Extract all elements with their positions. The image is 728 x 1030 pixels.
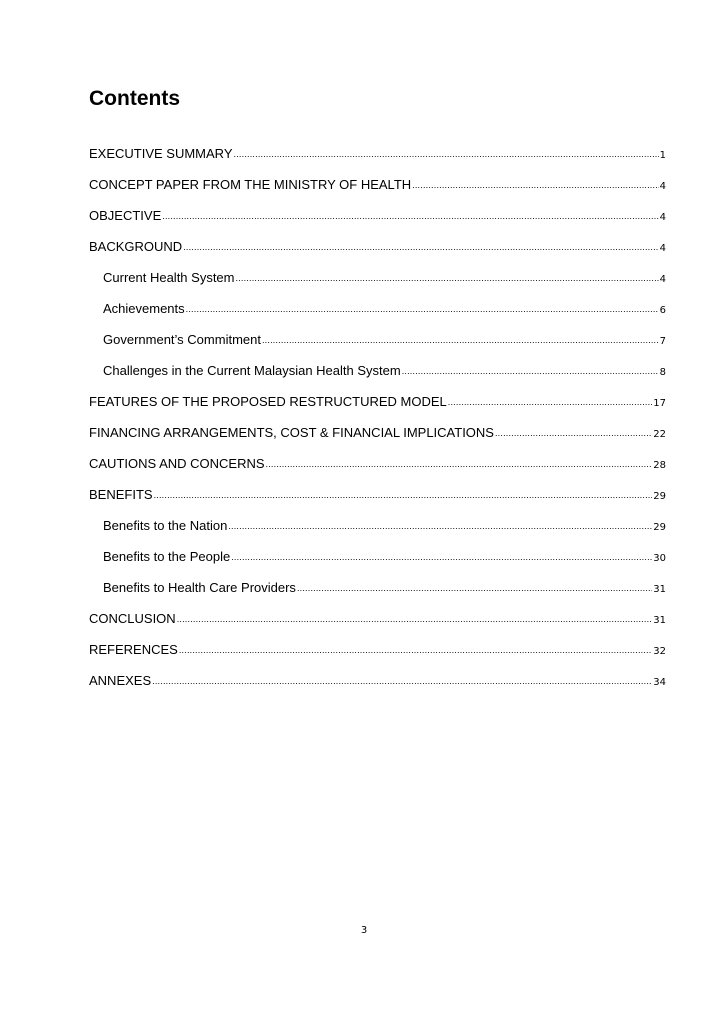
dot-leader xyxy=(262,325,659,356)
dot-leader xyxy=(162,201,658,232)
toc-entry[interactable] xyxy=(89,355,666,386)
dot-leader xyxy=(412,170,658,201)
toc-entry-page-number: 4 xyxy=(659,274,666,285)
toc-entry-page-number: 17 xyxy=(653,398,666,409)
dot-leader xyxy=(152,666,652,697)
toc-entry[interactable] xyxy=(89,417,666,448)
dot-leader xyxy=(234,139,659,170)
dot-leader xyxy=(448,387,652,418)
dot-leader xyxy=(266,449,653,480)
toc-entry-title: Government’s Commitment xyxy=(103,332,261,347)
toc-entry[interactable] xyxy=(89,262,666,293)
toc-entry[interactable] xyxy=(89,169,666,200)
toc-entry-title: BACKGROUND xyxy=(89,239,183,254)
dot-leader xyxy=(186,294,659,325)
toc-entry-title: BENEFITS xyxy=(89,487,153,502)
toc-entry[interactable] xyxy=(89,510,666,541)
toc-entry[interactable] xyxy=(89,572,666,603)
dot-leader xyxy=(183,232,658,263)
toc-entry-page-number: 4 xyxy=(659,243,666,254)
toc-entry-title: Achievements xyxy=(103,301,185,316)
toc-entry[interactable] xyxy=(89,448,666,479)
toc-entry-page-number: 4 xyxy=(659,181,666,192)
toc-entry[interactable] xyxy=(89,324,666,355)
toc-entry-page-number: 29 xyxy=(653,522,666,533)
toc-entry[interactable] xyxy=(89,231,666,262)
toc-entry[interactable] xyxy=(89,634,666,665)
toc-entry-page-number: 28 xyxy=(653,460,666,471)
toc-entry[interactable] xyxy=(89,603,666,634)
toc-entry-page-number: 22 xyxy=(653,429,666,440)
toc-entry-page-number: 31 xyxy=(653,584,666,595)
toc-entry-page-number: 31 xyxy=(653,615,666,626)
contents-heading: Contents xyxy=(89,87,180,110)
dot-leader xyxy=(297,573,652,604)
toc-entry-title: FEATURES OF THE PROPOSED RESTRUCTURED MODEL xyxy=(89,394,447,409)
toc-entry-page-number: 6 xyxy=(659,305,666,316)
toc-entry-title: CONCEPT PAPER FROM THE MINISTRY OF HEALTH xyxy=(89,177,412,192)
toc-entry-title: Challenges in the Current Malaysian Health System xyxy=(103,363,401,378)
page-number: 3 xyxy=(360,925,368,936)
toc-entry[interactable] xyxy=(89,665,666,696)
dot-leader xyxy=(228,511,652,542)
toc-entry-title: REFERENCES xyxy=(89,642,178,657)
toc-entry[interactable] xyxy=(89,541,666,572)
table-of-contents xyxy=(89,138,666,696)
toc-entry-page-number: 7 xyxy=(659,336,666,347)
dot-leader xyxy=(177,604,653,635)
toc-entry-page-number: 8 xyxy=(659,367,666,378)
toc-entry-page-number: 1 xyxy=(659,150,666,161)
toc-entry-page-number: 29 xyxy=(653,491,666,502)
dot-leader xyxy=(179,635,652,666)
toc-entry-page-number: 30 xyxy=(653,553,666,564)
toc-entry-title: OBJECTIVE xyxy=(89,208,162,223)
toc-entry-title: Current Health System xyxy=(103,270,235,285)
toc-entry[interactable] xyxy=(89,386,666,417)
toc-entry-page-number: 34 xyxy=(653,677,666,688)
toc-entry-title: Benefits to Health Care Providers xyxy=(103,580,296,595)
toc-entry-title: CONCLUSION xyxy=(89,611,176,626)
toc-entry-title: EXECUTIVE SUMMARY xyxy=(89,146,233,161)
toc-entry-title: CAUTIONS AND CONCERNS xyxy=(89,456,265,471)
dot-leader xyxy=(495,418,652,449)
toc-entry-title: FINANCING ARRANGEMENTS, COST & FINANCIAL IMPLICATIONS xyxy=(89,425,494,440)
dot-leader xyxy=(402,356,659,387)
dot-leader xyxy=(154,480,653,511)
toc-entry-title: Benefits to the People xyxy=(103,549,231,564)
toc-entry[interactable] xyxy=(89,138,666,169)
toc-entry[interactable] xyxy=(89,293,666,324)
toc-entry[interactable] xyxy=(89,200,666,231)
dot-leader xyxy=(231,542,652,573)
toc-entry[interactable] xyxy=(89,479,666,510)
toc-entry-title: Benefits to the Nation xyxy=(103,518,228,533)
toc-entry-title: ANNEXES xyxy=(89,673,152,688)
toc-entry-page-number: 4 xyxy=(659,212,666,223)
dot-leader xyxy=(236,263,659,294)
toc-entry-page-number: 32 xyxy=(653,646,666,657)
